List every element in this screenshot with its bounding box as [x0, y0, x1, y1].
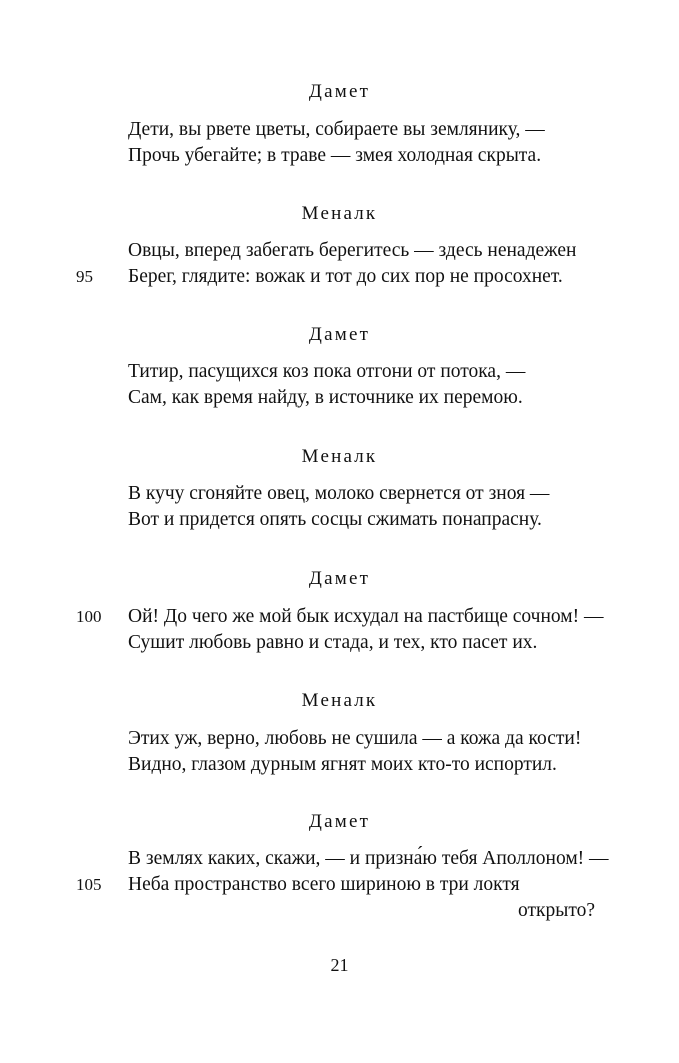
- verse-line: Ой! До чего же мой бык исхудал на пастбище сочном! —: [128, 606, 604, 627]
- verse-line: Прочь убегайте; в траве — змея холодная скрыта.: [128, 145, 542, 166]
- verse-line: Видно, глазом дурным ягнят моих кто-то испортил.: [128, 754, 557, 775]
- line-number: 100: [76, 607, 102, 626]
- verse-line: Неба пространство всего шириною в три локтя: [128, 874, 520, 895]
- line-number: 105: [76, 875, 102, 894]
- verse-line-continuation: открыто?: [517, 900, 595, 921]
- speaker-damet: Дамет: [308, 324, 371, 345]
- speaker-menalk: Меналк: [301, 446, 378, 467]
- verse-line: В землях каких, скажи, — и призна́ю тебя Аполлоном! —: [128, 848, 609, 869]
- verse-line: Вот и придется опять сосцы сжимать понапрасну.: [128, 509, 542, 530]
- verse-line: В кучу сгоняйте овец, молоко свернется от зноя —: [128, 483, 550, 504]
- speaker-damet: Дамет: [308, 568, 371, 589]
- verse-line: Титир, пасущихся коз пока отгони от потока, —: [128, 361, 526, 382]
- verse-line: Берег, глядите: вожак и тот до сих пор не просохнет.: [128, 266, 563, 287]
- speaker-damet: Дамет: [308, 81, 371, 102]
- speaker-menalk: Меналк: [301, 203, 378, 224]
- speaker-menalk: Меналк: [301, 690, 378, 711]
- verse-line: Этих уж, верно, любовь не сушила — а кожа да кости!: [128, 728, 582, 749]
- verse-line: Сушит любовь равно и стада, и тех, кто пасет их.: [128, 632, 538, 653]
- verse-line: Сам, как время найду, в источнике их перемою.: [128, 387, 523, 408]
- line-number: 95: [76, 267, 93, 286]
- verse-line: Овцы, вперед забегать берегитесь — здесь ненадежен: [128, 240, 577, 261]
- speaker-damet: Дамет: [308, 811, 371, 832]
- verse-line: Дети, вы рвете цветы, собираете вы землянику, —: [128, 119, 545, 140]
- page-number: 21: [330, 955, 349, 975]
